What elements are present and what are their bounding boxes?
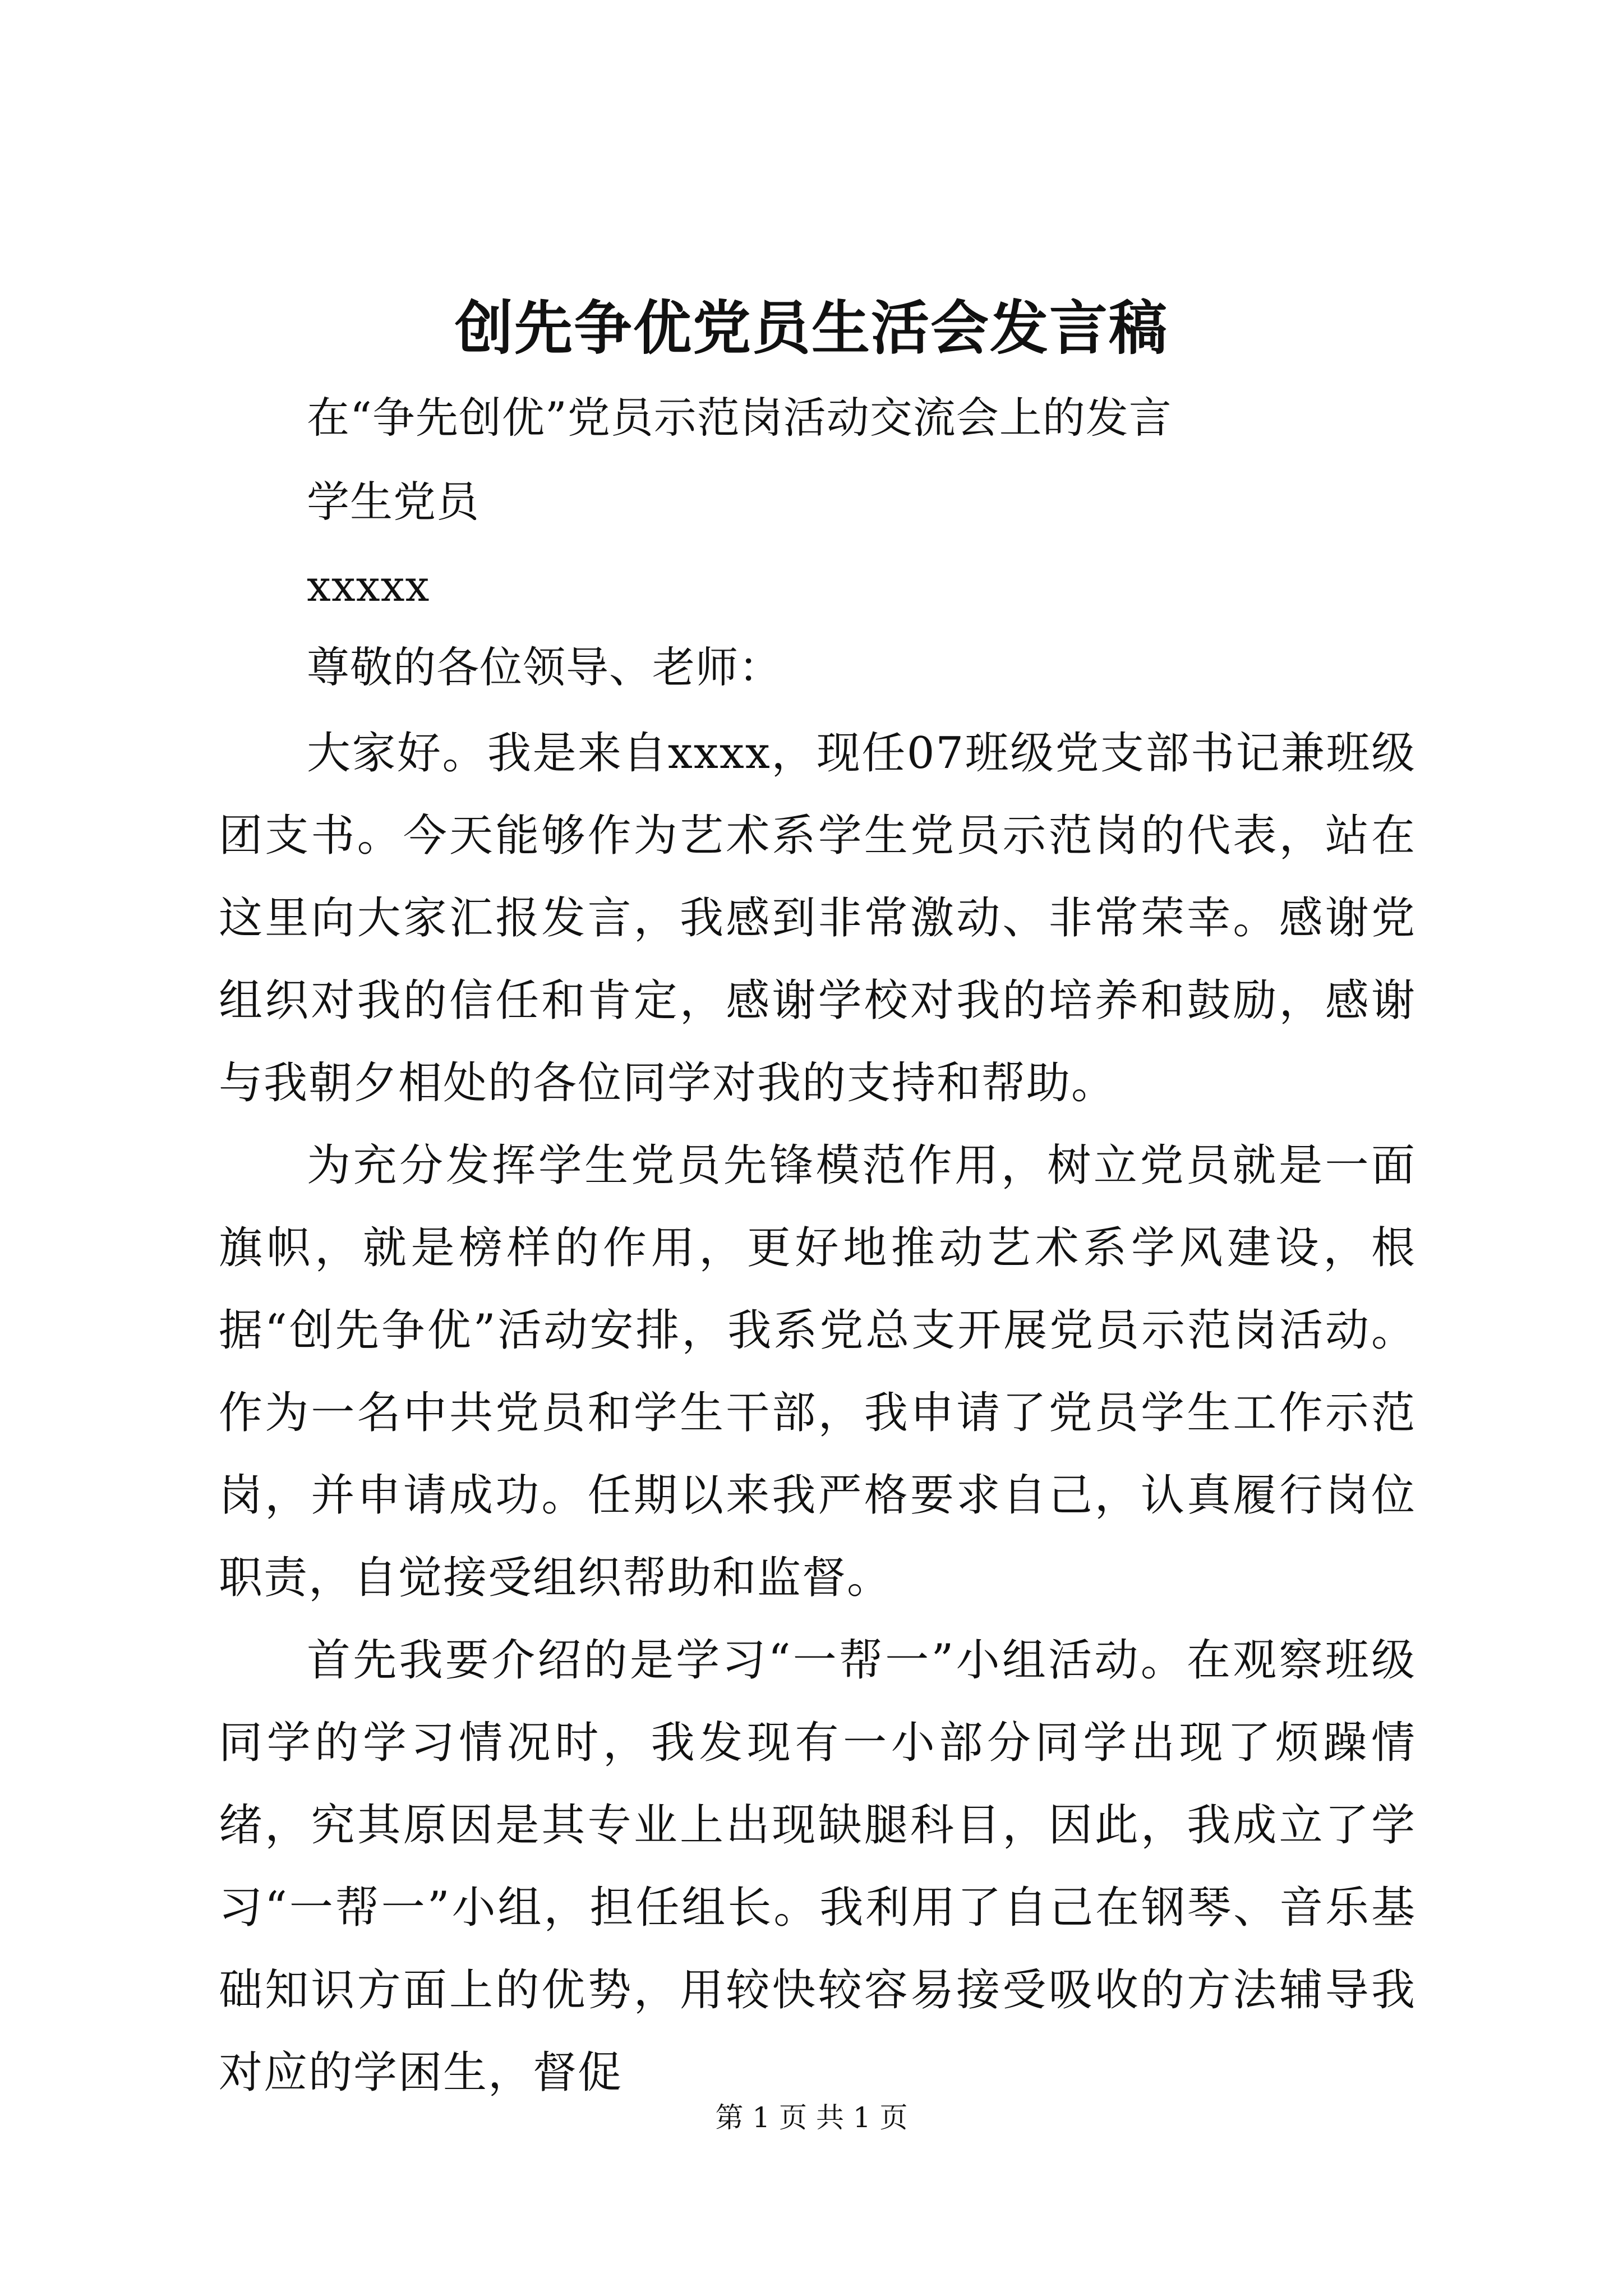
paragraph-intro: 大家好。我是来自xxxx，现任07班级党支部书记兼班级团支书。今天能够作为艺术系学生党员示范岗的代表，站在这里向大家汇报发言，我感到非常激动、非常荣幸。感谢党组织对我的信任和肯定，感谢学校对我的培养和鼓励，感谢与我朝夕相处的各位同学对我的支持和帮助。	[219, 728, 1416, 1108]
page-footer: 第 1 页 共 1 页	[715, 2101, 908, 2134]
document-subtitle: 在“争先创优”党员示范岗活动交流会上的发言	[307, 393, 1172, 443]
author-name: xxxxx	[307, 561, 430, 611]
salutation: 尊敬的各位领导、老师：	[307, 642, 782, 692]
document-body	[219, 712, 1416, 2114]
document-title: 创先争优党员生活会发言稿	[454, 293, 1168, 362]
paragraph-background: 为充分发挥学生党员先锋模范作用，树立党员就是一面旗帜，就是榜样的作用，更好地推动艺术系学风建设，根据“创先争优”活动安排，我系党总支开展党员示范岗活动。作为一名中共党员和学生干部，我申请了党员学生工作示范岗，并申请成功。任期以来我严格要求自己，认真履行岗位职责，自觉接受组织帮助和监督。	[219, 1140, 1416, 1603]
author-role: 学生党员	[307, 477, 479, 527]
paragraph-study-group: 首先我要介绍的是学习“一帮一”小组活动。在观察班级同学的学习情况时，我发现有一小部分同学出现了烦躁情绪，究其原因是其专业上出现缺腿科目，因此，我成立了学习“一帮一”小组，担任组长。我利用了自己在钢琴、音乐基础知识方面上的优势，用较快较容易接受吸收的方法辅导我对应的学困生，督促	[219, 1635, 1416, 2098]
